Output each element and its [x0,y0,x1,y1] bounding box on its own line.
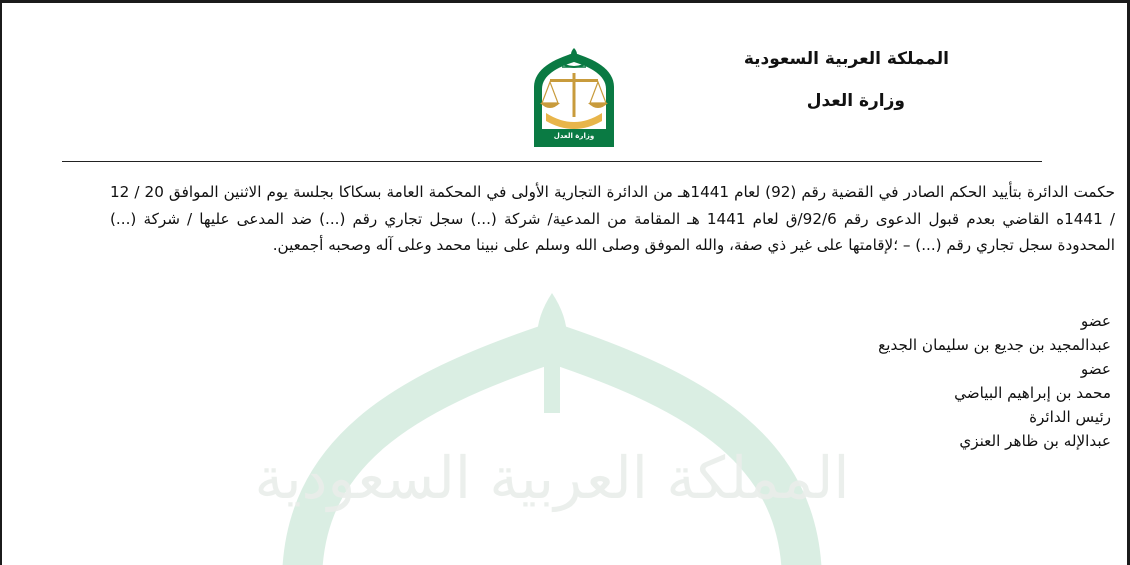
svg-text:وزارة العدل: وزارة العدل [553,132,595,140]
signatory-role: رئيس الدائرة [1029,408,1111,426]
header-divider [62,161,1042,162]
svg-text:المملكة العربية السعودية: المملكة العربية السعودية [254,444,850,512]
signatory-name: عبدالمجيد بن جديع بن سليمان الجديع [878,336,1111,354]
signatory-role: عضو [1080,360,1111,378]
signatory-role: عضو [1080,312,1111,330]
scales-of-justice-emblem-icon [528,47,620,147]
country-title: المملكة العربية السعودية [743,49,949,69]
signatory-name: محمد بن إبراهيم البياضي [954,384,1111,402]
signatory-name: عبدالإله بن ظاهر العنزي [959,432,1111,450]
ruling-paragraph: حكمت الدائرة بتأييد الحكم الصادر في القضية رقم (92) لعام 1441هـ من الدائرة التجارية الأولى في المحكمة العامة بسكاكا بجلسة يوم الاثنين الموافق 20 / 12 / 1441ه القاضي بعدم قبول الدعوى رقم 92/6/ق لعام 1441 هـ المقامة من المدعية/ شركة (...) سجل تجاري رقم (...) ضد المدعى عليها / شركة (...) المحدودة سجل تجاري رقم (...) – ؛لإقامتها على غير ذي صفة، والله الموفق وصلى الله وسلم على نبينا محمد وعلى آله وصحبه أجمعين. [110,183,1115,254]
ministry-emblem-watermark-icon [242,283,862,565]
signature-block [878,309,1111,453]
ministry-title: وزارة العدل [806,91,905,111]
